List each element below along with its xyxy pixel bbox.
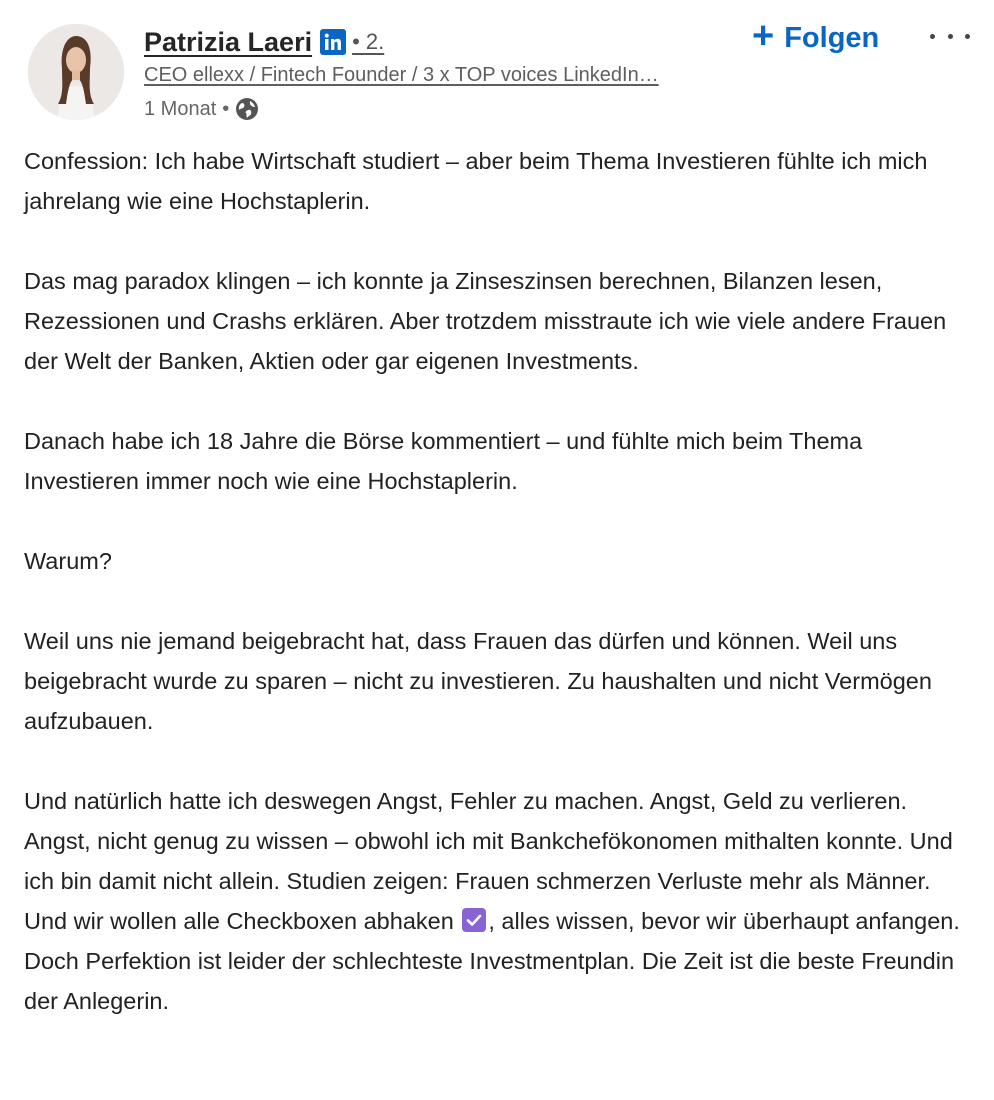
author-avatar[interactable]: [28, 24, 124, 120]
author-line: [144, 24, 384, 60]
more-horizontal-icon-dot: [930, 34, 935, 39]
avatar-portrait: [28, 24, 124, 120]
post-meta: [144, 94, 259, 124]
meta-separator: •: [222, 97, 230, 120]
post-paragraph: Warum?: [24, 548, 112, 574]
connection-degree: • 2.: [352, 29, 385, 54]
linkedin-badge-icon: [320, 29, 346, 55]
follow-label: Folgen: [784, 21, 880, 54]
check-mark-button-emoji-icon: [462, 908, 486, 932]
post-header: [0, 0, 994, 140]
post-paragraph: [24, 781, 974, 1021]
post-body: [24, 141, 974, 1021]
plus-icon: +: [752, 15, 775, 57]
post-text: Und natürlich hatte ich deswegen Angst, Fehler zu machen. Angst, Geld zu verlieren. Angst, nicht genug zu wissen – obwohl ich mit Bankchefökonomen mithalten konnte. Und ich bin damit nicht allein. Studien zeigen: Frauen schmerzen Verluste mehr als Männer. Und wir wollen alle Checkboxen abhaken: [24, 788, 953, 934]
author-headline-link[interactable]: CEO ellexx / Fintech Founder / 3 x TOP voices LinkedIn…: [144, 64, 659, 86]
more-horizontal-icon-dot: [965, 34, 970, 39]
follow-button[interactable]: [752, 15, 880, 58]
post-text: , alles wissen, bevor wir überhaupt anfangen. Doch Perfektion ist leider der schlechteste Investmentplan. Die Zeit ist die beste Freundin der Anlegerin.: [24, 908, 960, 1014]
post-paragraph: Weil uns nie jemand beigebracht hat, dass Frauen das dürfen und können. Weil uns beigebracht wurde zu sparen – nicht zu investieren. Zu haushalten und nicht Vermögen aufzubauen.: [24, 628, 932, 734]
post-paragraph: Das mag paradox klingen – ich konnte ja Zinseszinsen berechnen, Bilanzen lesen, Rezessionen und Crashs erklären. Aber trotzdem misstraute ich wie viele andere Frauen der Welt der Banken, Aktien oder gar eigenen Investments.: [24, 268, 947, 374]
more-horizontal-icon-dot: [948, 34, 953, 39]
globe-icon: [235, 97, 259, 121]
more-options-button[interactable]: [930, 22, 970, 50]
post-paragraph: Danach habe ich 18 Jahre die Börse kommentiert – und fühlte mich beim Thema Investieren immer noch wie eine Hochstaplerin.: [24, 428, 863, 494]
author-name-link[interactable]: Patrizia Laeri: [144, 26, 313, 57]
post-time: 1 Monat: [144, 97, 217, 120]
post-paragraph: Confession: Ich habe Wirtschaft studiert – aber beim Thema Investieren fühlte ich mich jahrelang wie eine Hochstaplerin.: [24, 148, 928, 214]
